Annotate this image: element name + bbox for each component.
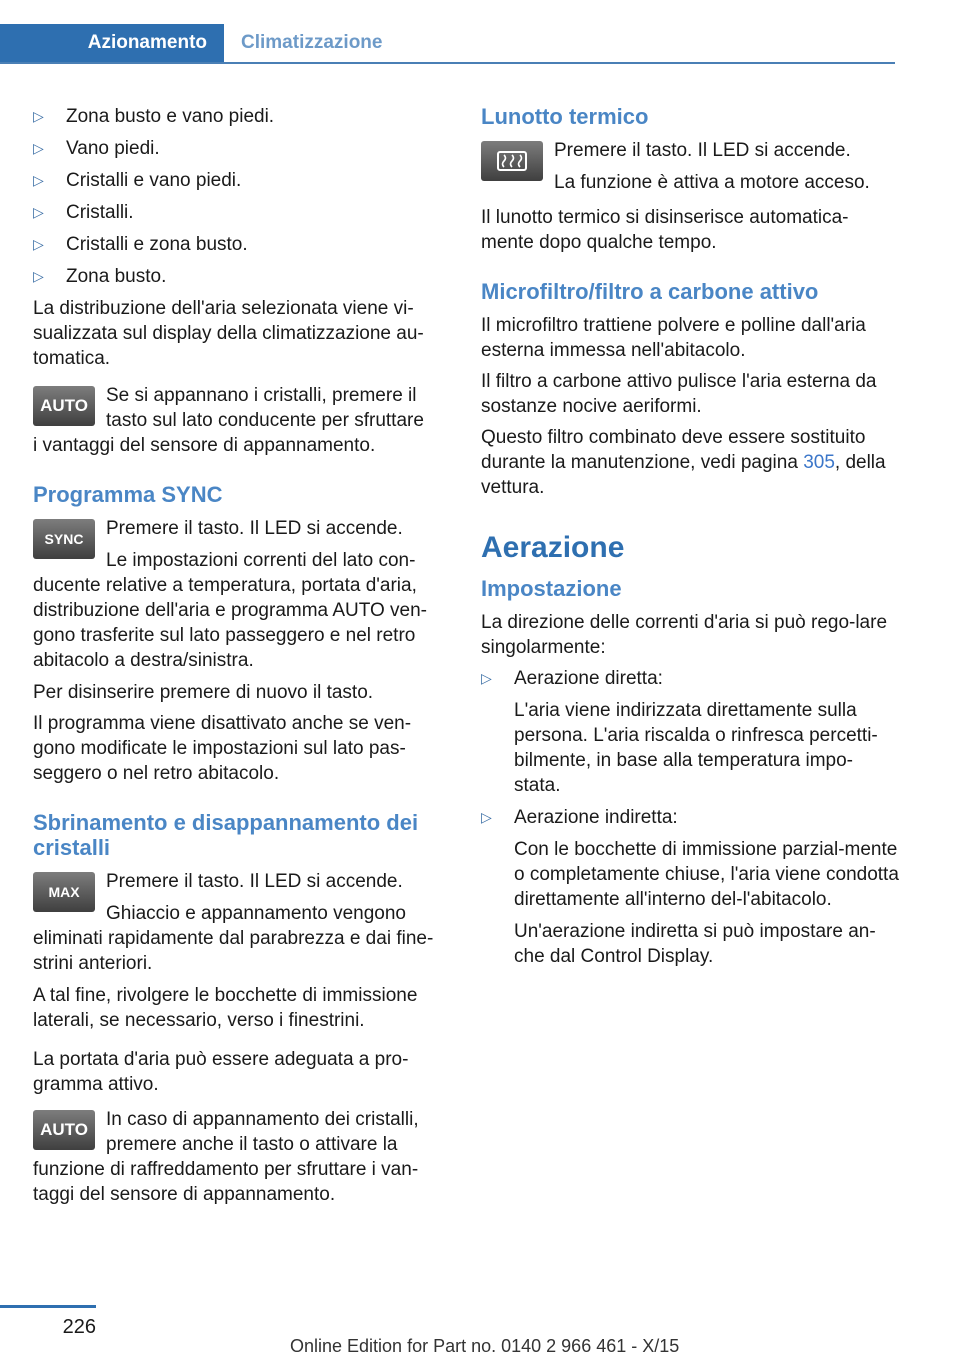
heading-impostazione: Impostazione	[481, 576, 622, 601]
max-button-note: MAX Premere il tasto. Il LED si accende. Ghiaccio e appannamento vengono eliminati rapidamente dal parabrezza e dai fine-strini anteriori.	[33, 871, 434, 974]
edition-note: Online Edition for Part no. 0140 2 966 461 - X/15	[290, 1336, 680, 1356]
tab-azionamento[interactable]: Azionamento	[0, 24, 224, 62]
list-item: ▷ Aerazione diretta: L'aria viene indirizzata direttamente sulla persona. L'aria riscalda o rinfresca percetti-bilmente, in base alla temperatura impo-stata.	[481, 666, 899, 798]
footer-rule	[0, 1305, 96, 1308]
auto-button-note: AUTO Se si appannano i cristalli, premere il tasto sul lato conducente per sfruttare i vantaggi del sensore di appannamento.	[33, 385, 424, 456]
paragraph: Il lunotto termico si disinserisce automatica-mente dopo qualche tempo.	[481, 207, 849, 253]
paragraph: A tal fine, rivolgere le bocchette di immissione laterali, se necessario, verso i finestrini.	[33, 985, 418, 1031]
list-item: ▷ Cristalli e zona busto.	[33, 232, 451, 257]
paragraph: Per disinserire premere di nuovo il tasto.	[33, 682, 374, 703]
list-item: ▷ Aerazione indiretta: Con le bocchette di immissione parzial-mente o completamente chiuse, l'aria viene condotta direttamente all'interno del-l'abitacolo. Un'aerazione indiretta si può impostare an-che dal Control Display.	[481, 805, 899, 969]
rear-window-heating-glyph	[481, 141, 543, 181]
list-item: ▷ Zona busto.	[33, 264, 451, 289]
rear-window-heating-icon	[481, 141, 543, 181]
rear-heating-note: Premere il tasto. Il LED si accende. La funzione è attiva a motore acceso.	[481, 138, 899, 198]
paragraph: Il microfiltro trattiene polvere e polline dall'aria esterna immessa nell'abitacolo.	[481, 315, 866, 361]
paragraph: La distribuzione dell'aria selezionata viene vi-sualizzata sul display della climatizzazione au-tomatica.	[33, 298, 424, 369]
list-item: ▷ Cristalli.	[33, 200, 451, 225]
auto-button-icon: AUTO	[33, 386, 95, 426]
paragraph: La portata d'aria può essere adeguata a pro-gramma attivo.	[33, 1049, 409, 1095]
left-column	[33, 104, 451, 1207]
heading-aerazione: Aerazione	[481, 531, 625, 564]
max-defrost-button-icon: MAX	[33, 872, 95, 912]
heading-filter: Microfiltro/filtro a carbone attivo	[481, 279, 819, 304]
paragraph: Il programma viene disattivato anche se ven-gono modificate le impostazioni sul lato pas-seggero o nel retro abitacolo.	[33, 713, 412, 784]
list-item: ▷ Vano piedi.	[33, 136, 451, 161]
chapter-header	[0, 24, 895, 64]
auto-button-icon: AUTO	[33, 1110, 95, 1150]
heading-rear-window: Lunotto termico	[481, 104, 649, 129]
list-item: ▷ Zona busto e vano piedi.	[33, 104, 451, 129]
sync-button-note: SYNC Premere il tasto. Il LED si accende. Le impostazioni correnti del lato con- ducente relative a temperatura, portata d'aria, distribuzione dell'aria e programma AUTO ven-gono trasferite sul lato passeggero e nel retro abitacolo a destra/sinistra.	[33, 518, 428, 671]
paragraph: La direzione delle correnti d'aria si può rego-lare singolarmente:	[481, 612, 888, 658]
page-link[interactable]: 305	[803, 452, 835, 473]
tab-climatizzazione[interactable]: Climatizzazione	[241, 32, 383, 53]
paragraph: Il filtro a carbone attivo pulisce l'aria esterna da sostanze nocive aeriformi.	[481, 371, 877, 417]
auto-button-note-2: AUTO In caso di appannamento dei cristalli, premere anche il tasto o attivare la funzione di raffreddamento per sfruttare i van-taggi del sensore di appannamento.	[33, 1109, 419, 1205]
page-number: 226	[62, 1316, 96, 1338]
right-column	[481, 104, 899, 976]
sync-button-icon: SYNC	[33, 519, 95, 559]
paragraph: Questo filtro combinato deve essere sostituito durante la manutenzione, vedi pagina 305, della vettura.	[481, 427, 886, 498]
heading-defrost: Sbrinamento e disappannamento dei cristalli	[33, 810, 419, 860]
heading-sync: Programma SYNC	[33, 482, 223, 507]
list-item: ▷ Cristalli e vano piedi.	[33, 168, 451, 193]
